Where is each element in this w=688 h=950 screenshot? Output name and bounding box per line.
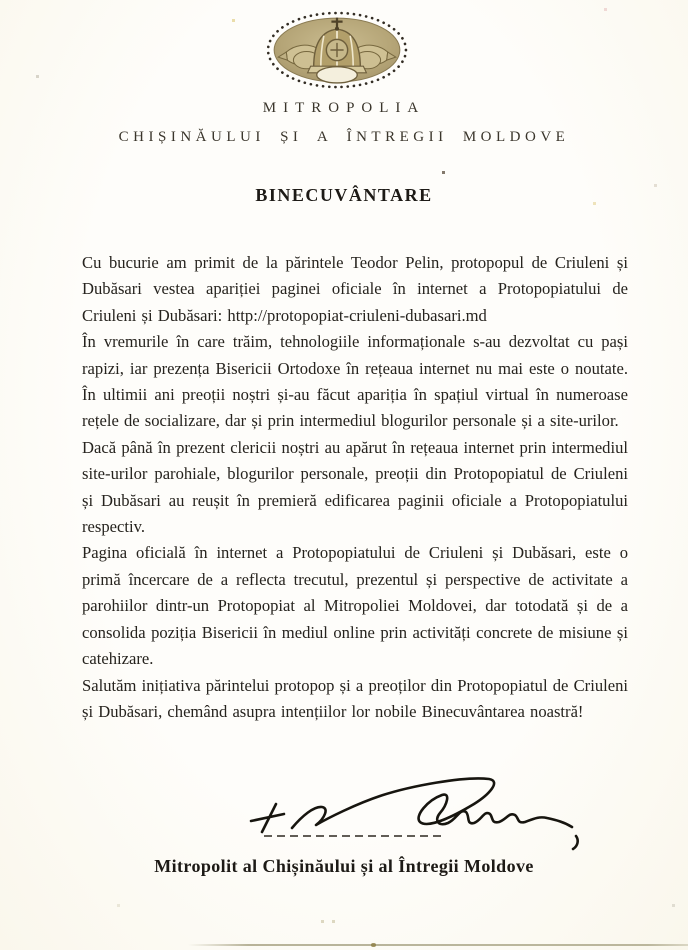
body-paragraph: Pagina oficială în internet a Protopopiatului de Criuleni și Dubăsari, este o primă încercare de a reflecta trecutul, prezentul și perspective de activitate a parohiilor dintr-un Protopopiat al Mitropoliei Moldovei, dar totodată și de a consolida poziția Bisericii în mediul online prin activități concrete de misiune și catehizare. (82, 543, 628, 669)
body-paragraph: Salutăm inițiativa părintelui protopop și a preoților din Protopopiatul de Criuleni și Dubăsari, chemând asupra intențiilor lor nobile Binecuvântarea noastră! (82, 675, 628, 721)
metropolia-crest-emblem (264, 9, 410, 89)
scan-noise (0, 0, 1, 1)
body-paragraph: În vremurile în care trăim, tehnologiile informaționale s-au dezvoltat cu pași rapizi, iar prezența Bisericii Ortodoxe în rețeaua internet nu mai este o noutate. În ultimii ani preoții noștri și-au făcut apariția în spațiul virtual în numeroase rețele de socializare, dar și prin intermediul blogurilor personale și a site-urilor. (82, 332, 628, 431)
medallion-icon (326, 39, 347, 60)
body-paragraph: Dacă până în prezent clericii noștri au apărut în rețeaua internet prin intermediul site-urilor parohiale, blogurilor personale, preoții din Protopopiatul de Criuleni și Dubăsari au reușit în premieră edificarea paginii oficiale a Protopopiatului respectiv. (82, 437, 628, 537)
letterhead-line-1: MITROPOLIA (262, 100, 426, 116)
body-paragraph: Cu bucurie am primit de la părintele Teodor Pelin, protopopul de Criuleni și Dubăsari vestea apariției paginei oficiale în internet a Protopopiatului de Criuleni și Dubăsari: http://protopopiat-criuleni-dubasari.md (82, 253, 628, 325)
crest-bottom-oval (317, 67, 358, 83)
signature-cross-stroke (251, 804, 284, 832)
signature-scrawl (292, 778, 572, 828)
scan-edge-line (188, 944, 688, 946)
signatory-title: Mitropolit al Chișinăului și al Întregii Moldove (154, 856, 534, 876)
letterhead-line-2: CHIȘINĂULUI ȘI A ÎNTREGII MOLDOVE (118, 129, 570, 145)
metropolitan-signature (232, 776, 582, 860)
scan-edge-dot (371, 943, 376, 947)
signature-comma (573, 836, 578, 849)
document-title: BINECUVÂNTARE (255, 185, 433, 205)
letterhead (0, 101, 688, 145)
letter-body (82, 250, 628, 725)
